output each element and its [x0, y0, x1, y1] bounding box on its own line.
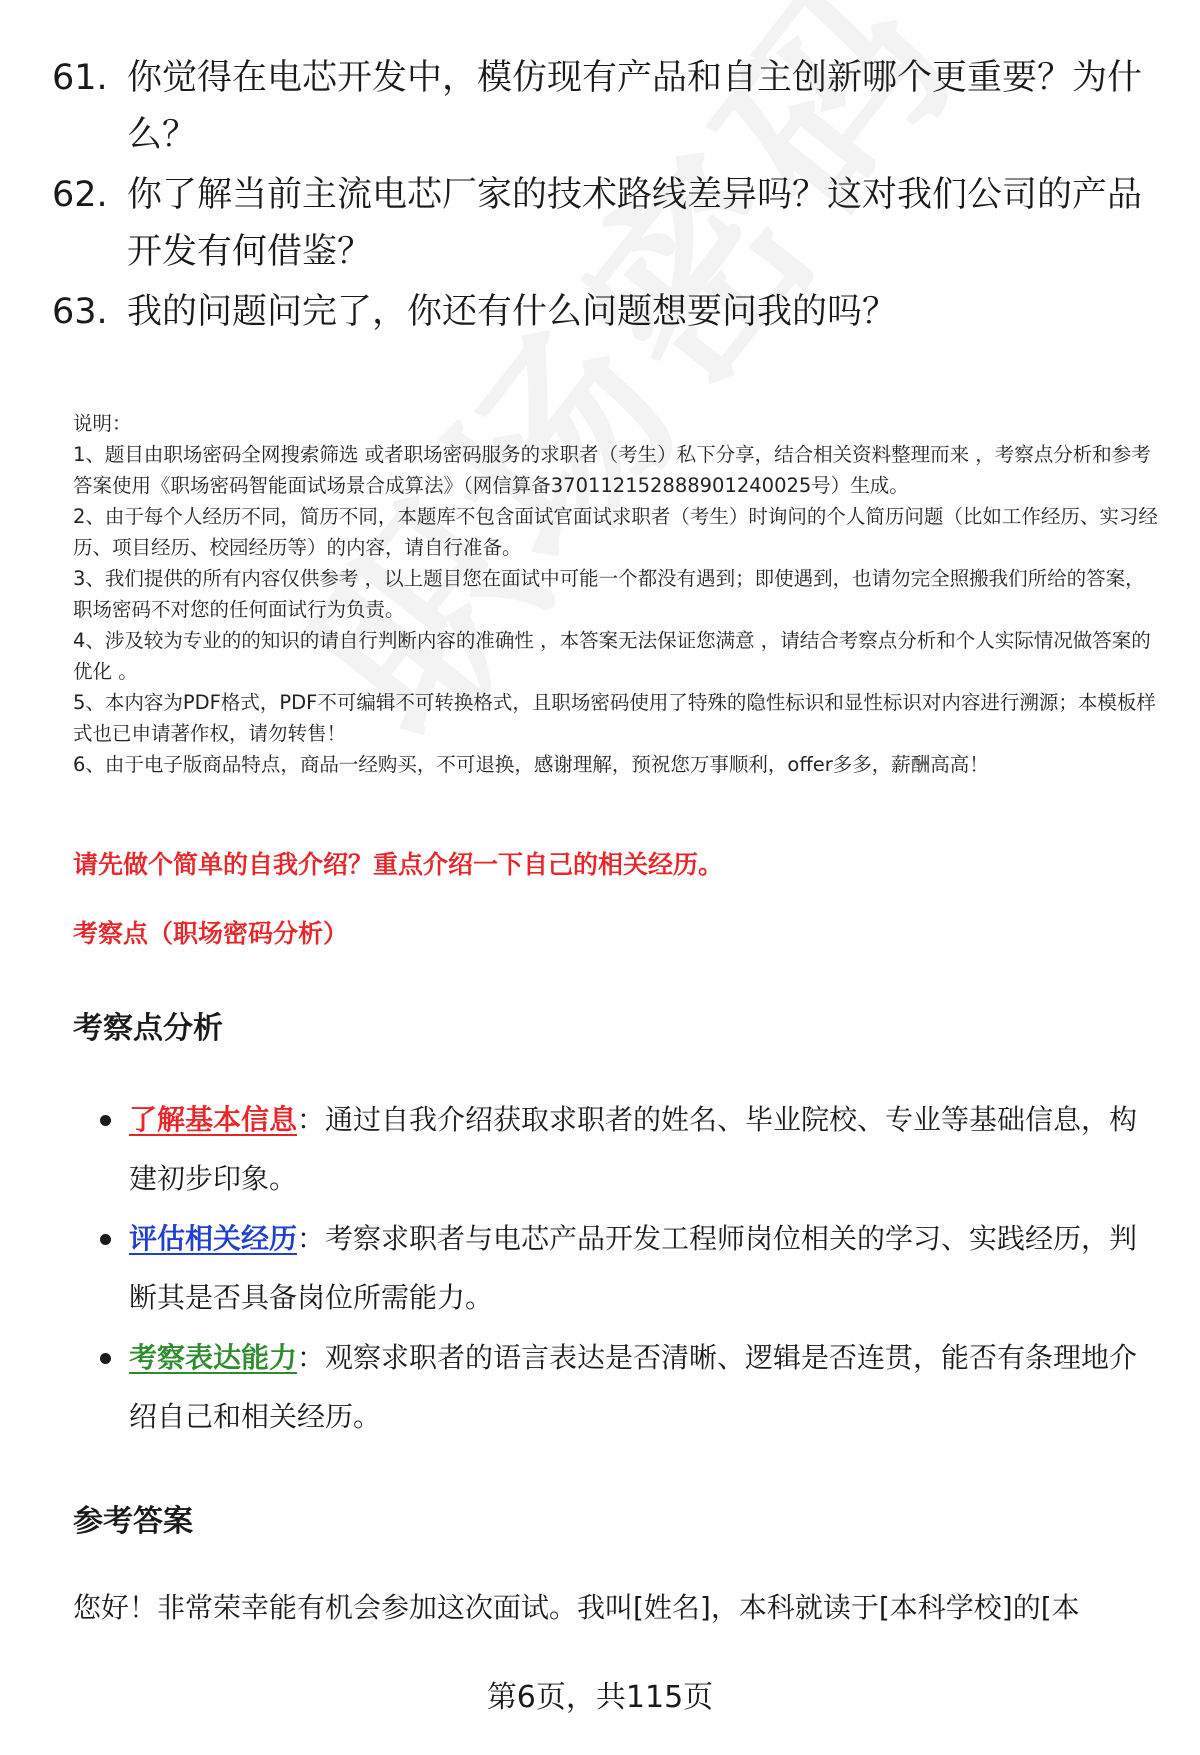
bullet-text: ：通过自我介绍获取求职者的姓名、毕业院校、专业等基础信息，构建初步印象。: [129, 1103, 1138, 1195]
bullet-keyword: 评估相关经历: [129, 1222, 298, 1255]
bullet-icon: [100, 1353, 111, 1364]
analysis-subtitle: 考察点（职场密码分析）: [73, 919, 349, 948]
question-62: [52, 167, 1162, 281]
analysis-list: [100, 1090, 1160, 1447]
answer-heading: 参考答案: [73, 1504, 193, 1539]
question-number: 62.: [52, 175, 108, 215]
note-item-4: 4、涉及较为专业的的知识的请自行判断内容的准确性 ，本答案无法保证您满意 ，请结合考察点分析和个人实际情况做答案的优化 。: [73, 629, 1151, 683]
question-61: [52, 50, 1162, 164]
question-text: 你了解当前主流电芯厂家的技术路线差异吗？这对我们公司的产品开发有何借鉴？: [127, 175, 1143, 272]
list-item: [100, 1209, 1160, 1327]
list-item: [100, 1328, 1160, 1446]
notes-title: 说明：: [73, 412, 132, 435]
notes-section: [73, 408, 1163, 780]
list-item: [100, 1090, 1160, 1208]
question-number: 63.: [52, 292, 108, 332]
bullet-text: ：考察求职者与电芯产品开发工程师岗位相关的学习、实践经历，判断其是否具备岗位所需能力。: [129, 1222, 1138, 1314]
answer-text: 您好！非常荣幸能有机会参加这次面试。我叫[姓名]，本科就读于[本科学校]的[本: [73, 1591, 1080, 1624]
question-63: [52, 284, 1162, 341]
note-item-3: 3、我们提供的所有内容仅供参考 ，以上题目您在面试中可能一个都没有遇到；即使遇到，也请勿完全照搬我们所给的答案，职场密码不对您的任何面试行为负责。: [73, 567, 1145, 621]
bullet-keyword: 考察表达能力: [129, 1341, 298, 1374]
analysis-heading: 考察点分析: [73, 1011, 223, 1046]
bullet-icon: [100, 1115, 111, 1126]
bullet-icon: [100, 1234, 111, 1245]
note-item-6: 6、由于电子版商品特点，商品一经购买，不可退换，感谢理解，预祝您万事顺利，offer多多，薪酬高高！: [73, 753, 989, 776]
question-text: 我的问题问完了，你还有什么问题想要问我的吗？: [127, 292, 898, 332]
question-text: 你觉得在电芯开发中，模仿现有产品和自主创新哪个更重要？为什么？: [127, 58, 1143, 155]
note-item-2: 2、由于每个人经历不同，简历不同，本题库不包含面试官面试求职者（考生）时询问的个人简历问题（比如工作经历、实习经历、项目经历、校园经历等）的内容，请自行准备。: [73, 505, 1158, 559]
bullet-keyword: 了解基本信息: [129, 1103, 298, 1136]
page-footer: 第6页，共115页: [486, 1680, 714, 1715]
note-item-1: 1、题目由职场密码全网搜索筛选 或者职场密码服务的求职者（考生）私下分享，结合相关资料整理而来 ，考察点分析和参考答案使用《职场密码智能面试场景合成算法》（网信算备370112152888901240025号）生成。: [73, 443, 1151, 497]
bullet-text: ：观察求职者的语言表达是否清晰、逻辑是否连贯，能否有条理地介绍自己和相关经历。: [129, 1341, 1138, 1433]
featured-question: 请先做个简单的自我介绍？重点介绍一下自己的相关经历。: [73, 850, 724, 879]
note-item-5: 5、本内容为PDF格式，PDF不可编辑不可转换格式，且职场密码使用了特殊的隐性标识和显性标识对内容进行溯源；本模板样式也已申请著作权，请勿转售！: [73, 691, 1156, 745]
question-number: 61.: [52, 58, 108, 98]
